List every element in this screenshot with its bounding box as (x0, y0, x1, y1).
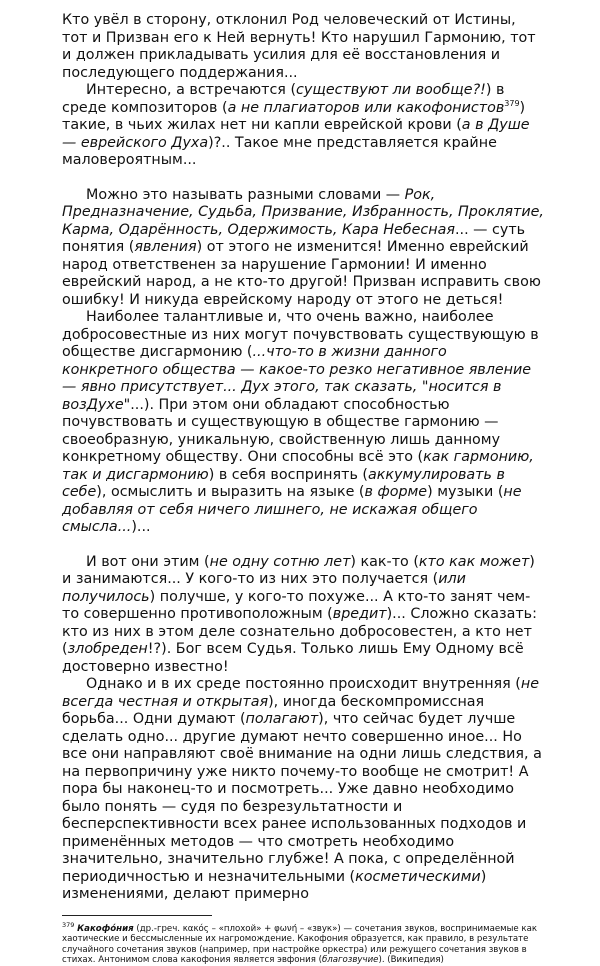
text-run: ) и занимаются... У кого-то из них это получается ( (62, 553, 535, 587)
text-run: ) такие, в чьих жилах нет ни капли еврейской крови ( (62, 99, 526, 133)
bold-term: Какофо́ния (77, 923, 134, 934)
text-run: Кто увёл в сторону, отклонил Род человеческий от Истины, тот и Призван его к Ней вернуть! Кто нарушил Гармонию, тот и должен прикладывать усилия для её восстановления и последующего поддержания... (62, 12, 536, 81)
text-run: Однако и в их среде постоянно происходит внутренняя ( (86, 676, 521, 692)
text-run: ) изменениями, делают примерно (62, 868, 487, 902)
text-run: ) как-то ( (350, 553, 419, 570)
paragraph (62, 12, 544, 82)
text-run: !?). Бог всем Судья. Только лишь Ему Одному всё достоверно известно! (62, 641, 524, 675)
italic-text: явления (134, 239, 197, 255)
text-run: ) музыки ( (427, 484, 504, 500)
footnote (62, 920, 544, 966)
text-run: ) от этого не изменится! Именно еврейский народ ответственен за нарушение Гармонии! И именно еврейский народ, а не кто-то другой! Призван исправить свою ошибку! И никуда еврейскому народу от этого не деться! (62, 239, 541, 308)
italic-text: не добавляя от себя ничего лишнего, не искажая общего смысла... (62, 484, 522, 535)
italic-text: а в Душе — еврейского Духа (62, 117, 530, 151)
italic-text: а не плагиаторов или какофонистов (227, 99, 505, 116)
paragraph (62, 676, 544, 904)
text-run: ), иногда бескомпромиссная борьба... Одни думают ( (62, 693, 485, 727)
italic-text: косметическими (355, 868, 481, 885)
italic-text: кто как может (418, 553, 530, 570)
italic-text: вредит (332, 606, 387, 622)
text-run: И вот они этим ( (86, 553, 210, 570)
text-run: ) получше, у кого-то похуже... А кто-то занят чем-то совершенно противоположным ( (62, 588, 531, 622)
italic-text: как гармонию, так и дисгармонию (62, 449, 534, 483)
text-run: ). (Википедия) (378, 955, 444, 966)
text-run: ...). При этом они обладают способностью почувствовать и существующую в обществе гармонию — своеобразную, уникальную, свойственную лишь данному конкретному обществу. Они способны всё это ( (62, 396, 501, 465)
text-run: )... Сложно сказать: кто из них в этом деле сознательно добросовестен, а кто нет ( (62, 606, 537, 657)
text-run: ), осмыслить и выразить на языке ( (96, 484, 365, 500)
text-run: Интересно, а встречаются ( (86, 82, 297, 98)
italic-text: полагают (245, 711, 319, 727)
italic-text: не всегда честная и открытая (62, 676, 540, 710)
text-run: ), что сейчас будет лучше сделать одно... другие думают нечто совершенно иное... Но все они направляют своё внимание на одни лишь следствия, а на первопричину уже никто почему-то вообще не смотрит! А пора бы наконец-то и посмотреть... Уже давно необходимо было понять — судя по безрезультатности и бесперспективности всех ранее использованных подходов и применённых методов — что смотреть необходимо значительно, значительно глубже! А пока, с определённой периодичностью и незначительными ( (62, 711, 542, 885)
paragraph (62, 187, 544, 310)
text-run: Наиболее талантливые и, что очень важно, наиболее добросовестные из них могут почувствовать существующую в обществе дисгармонию ( (62, 309, 539, 360)
italic-text: или получилось (62, 571, 466, 605)
body-text (62, 12, 544, 904)
italic-text: Рок, Предназначение, Судьба, Призвание, Избранность, Проклятие, Карма, Одарённость, Одержимость, Кара Небесная (62, 186, 544, 238)
text-run: ) в себя воспринять ( (208, 466, 368, 483)
italic-text: злобреден (67, 641, 148, 657)
italic-text: аккумулировать в себе (62, 466, 505, 500)
text-run: Можно это называть разными словами — (86, 186, 405, 203)
italic-text: благозвучие (321, 955, 379, 966)
text-run: )... (131, 519, 151, 535)
text-run: )?.. Такое мне представляется крайне маловероятным... (62, 134, 497, 168)
text-run: (др.-греч. κακός – «плохой» + φωνή – «звук») — сочетания звуков, воспринимаемые как хаотические и бессмысленные их нагромождение. Какофония образуется, как правило, в результате случайного сочетания звуков (например, при настройке оркестра) или режущего сочетания звуков в стихах. Антонимом слова какофония является эвфония ( (62, 923, 538, 966)
paragraph (62, 82, 544, 170)
text-run: ... — суть понятия ( (62, 221, 526, 255)
footnote-text (62, 920, 538, 966)
italic-text: существуют ли вообще?! (296, 82, 486, 98)
footnote-number: 379 (62, 920, 75, 929)
italic-text: в форме (364, 484, 428, 500)
paragraph (62, 554, 544, 677)
footnote-divider (62, 915, 212, 916)
italic-text: не одну сотню лет (209, 553, 351, 570)
footnote-ref: 379 (504, 98, 520, 108)
text-run: ) в среде композиторов ( (62, 82, 505, 116)
italic-text: ...что-то в жизни данного конкретного общества — какое-то резко негативное явление — явно присутствует... Дух этого, так сказать, "носится в возДухе" (62, 344, 532, 413)
paragraph (62, 309, 544, 537)
